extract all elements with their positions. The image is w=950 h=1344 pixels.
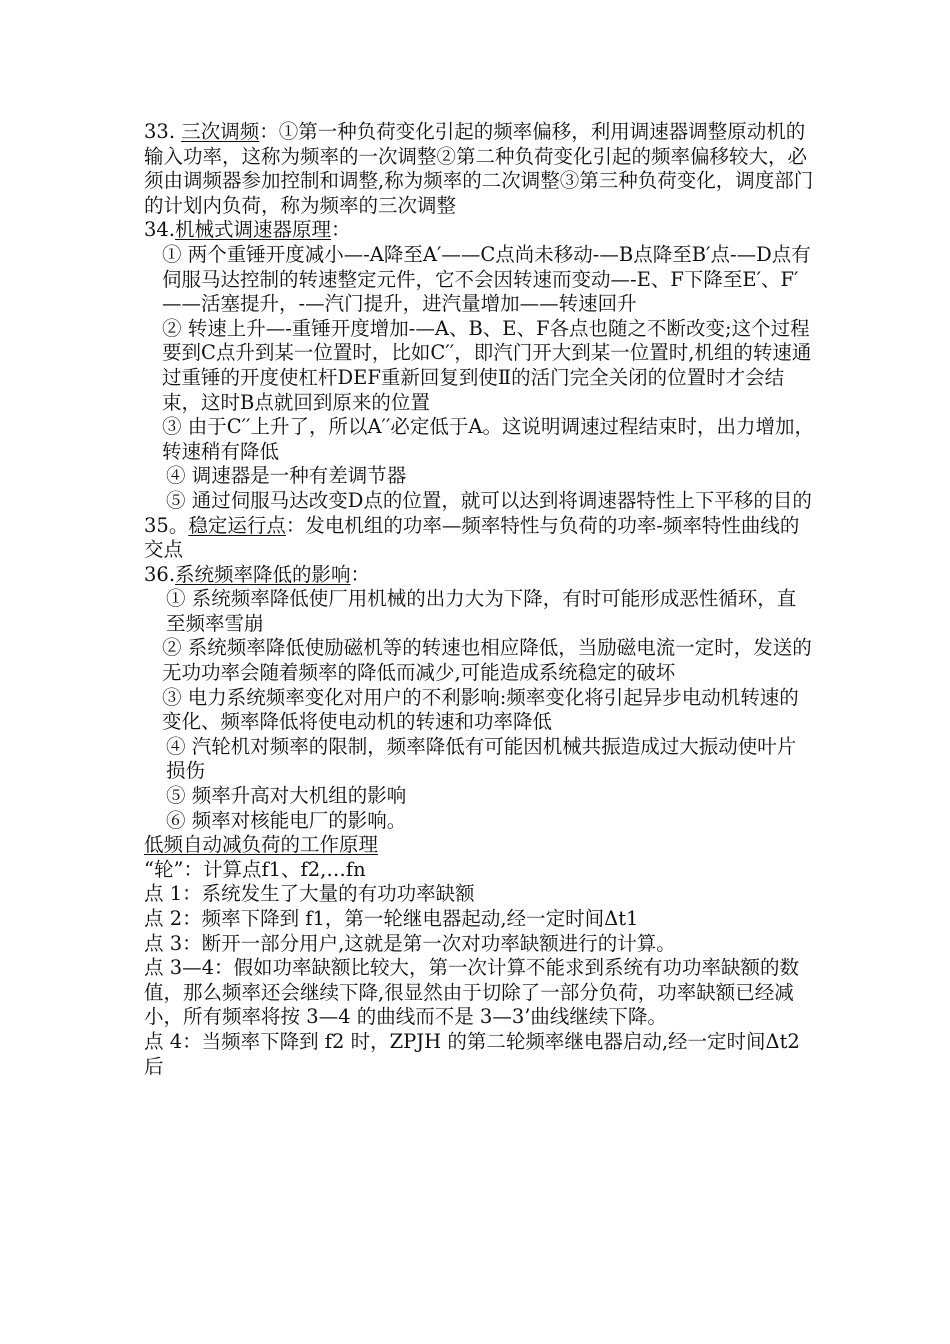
heading-colon: ： — [350, 562, 371, 586]
list-item: ① 两个重锤开度减小—-A降至A′——C点尚未移动-—B点降至B′点-—D点有伺服马达控制的转速整定元件，它不会因转速而变动—-E、F下降至E′、F′——活塞提升，-—汽门提升，进汽量增加——转速回升 — [162, 242, 811, 316]
section-title: 三次调频 — [181, 120, 260, 143]
list-item: ④ 调速器是一种有差调节器 — [166, 464, 407, 488]
heading-colon: ： — [331, 218, 351, 242]
section-title: 稳定运行点 — [188, 513, 286, 537]
section-title-low-frequency: 低频自动减负荷的工作原理 — [144, 833, 379, 857]
section-number: 36. — [144, 562, 176, 586]
list-item: ⑤ 通过伺服马达改变D点的位置，就可以达到将调速器特性上下平移的目的 — [166, 488, 812, 512]
section-number: 35。 — [144, 513, 189, 537]
list-item: ③ 电力系统频率变化对用户的不利影响:频率变化将引起异步电动机转速的变化、频率降低将使电动机的转速和功率降低 — [162, 685, 799, 734]
section-body: ：发电机组的功率—频率特性与负荷的功率-频率特性曲线的交点 — [144, 513, 800, 562]
list-item: ③ 由于C′′上升了，所以A′′必定低于A。这说明调速过程结束时，出力增加，转速稍有降低 — [162, 415, 814, 463]
text-line: 点 1：系统发生了大量的有功功率缺额 — [144, 882, 475, 906]
list-item: ② 转速上升—-重锤开度增加-—A、B、E、F各点也随之不断改变;这个过程要到C点升到某一位置时，比如C′′，即汽门开大到某一位置时,机组的转速通过重锤的开度使杠杆DEF重新回复到使Ⅱ的活门完全关闭的位置时才会结束，这时B点就回到原来的位置 — [162, 316, 812, 414]
text-line: 点 4：当频率下降到 f2 时，ZPJH 的第二轮频率继电器启动,经一定时间Δt2 后 — [144, 1029, 800, 1078]
list-item: ④ 汽轮机对频率的限制，频率降低有可能因机械共振造成过大振动使叶片损伤 — [166, 734, 797, 783]
section-33 — [144, 120, 814, 218]
section-number: 34. — [144, 218, 176, 242]
section-36-heading — [144, 563, 814, 588]
section-title: 机械式调速器原理 — [175, 218, 332, 242]
section-title: 系统频率降低的影响 — [175, 562, 351, 586]
text-line: 点 3：断开一部分用户,这就是第一次对功率缺额进行的计算。 — [144, 931, 676, 955]
text-line: 点 2：频率下降到 f1，第一轮继电器起动,经一定时间Δt1 — [144, 907, 639, 930]
section-body: ：①第一种负荷变化引起的频率偏移，利用调速器调整原动机的输入功率，这称为频率的一次调整②第二种负荷变化引起的频率偏移较大，必须由调频器参加控制和调整,称为频率的二次调整③第三种负荷变化，调度部门的计划内负荷，称为频率的三次调整 — [144, 120, 814, 217]
text-line: “轮”：计算点f1、f2,…fn — [144, 857, 366, 881]
text-line: 点 3—4：假如功率缺额比较大，第一次计算不能求到系统有功功率缺额的数值，那么频率还会继续下降,很显然由于切除了一部分负荷，功率缺额已经减小，所有频率将按 3—4 的曲线而不是 3—3’曲线继续下降。 — [144, 956, 800, 1029]
list-item: ② 系统频率降低使励磁机等的转速也相应降低，当励磁电流一定时，发送的无功功率会随着频率的降低而减少,可能造成系统稳定的破坏 — [162, 636, 812, 685]
section-35 — [144, 514, 814, 563]
list-item: ① 系统频率降低使厂用机械的出力大为下降，有时可能形成恶性循环，直至频率雪崩 — [166, 587, 797, 635]
section-34-heading — [144, 218, 814, 243]
list-item: ⑤ 频率升高对大机组的影响 — [166, 784, 407, 808]
document-page — [144, 120, 814, 1079]
list-item: ⑥ 频率对核能电厂的影响。 — [166, 808, 407, 832]
section-number: 33. — [144, 120, 176, 143]
